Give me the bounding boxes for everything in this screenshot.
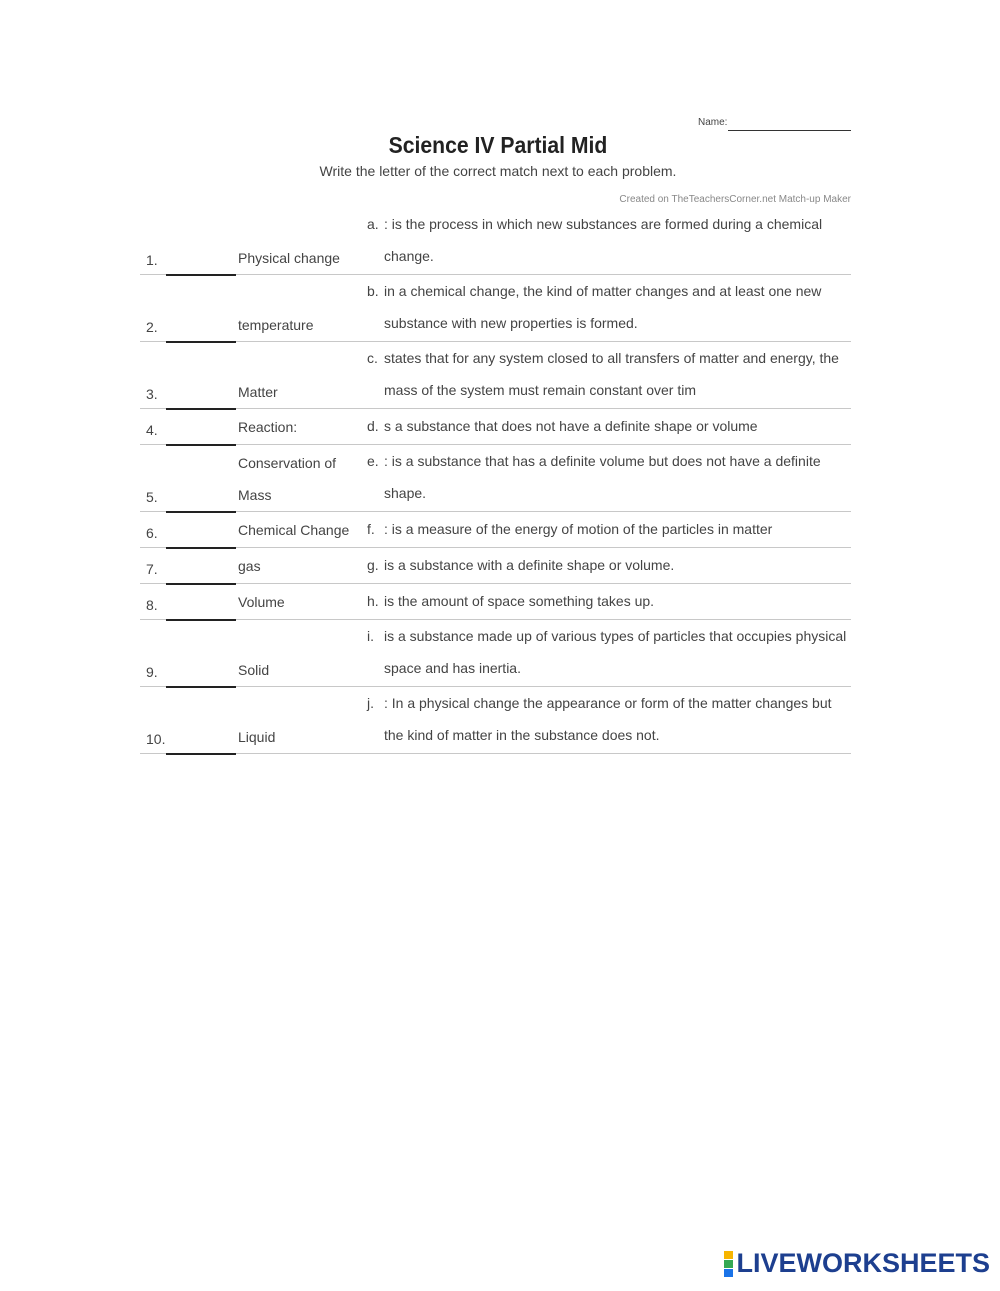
option-letter: e. <box>367 453 379 469</box>
logo-icon <box>724 1251 733 1277</box>
option-letter: c. <box>367 350 378 366</box>
match-row <box>140 409 851 445</box>
match-row <box>140 687 851 754</box>
liveworksheets-logo <box>724 1248 990 1279</box>
term: Volume <box>238 594 285 610</box>
term: Liquid <box>238 729 276 745</box>
logo-block-icon <box>724 1260 733 1268</box>
answer-blank[interactable] <box>166 753 236 755</box>
problem-number: 4. <box>146 422 158 438</box>
definition: : is a measure of the energy of motion of the particles in matter <box>384 521 773 537</box>
term: gas <box>238 558 261 574</box>
term: Physical change <box>238 250 340 266</box>
definition: s a substance that does not have a definite shape or volume <box>384 418 758 434</box>
credit-text: Created on TheTeachersCorner.net Match-up Maker <box>619 194 851 205</box>
term: Conservation of Mass <box>238 455 337 503</box>
term: Solid <box>238 662 270 678</box>
term: Chemical Change <box>238 522 350 538</box>
option-letter: d. <box>367 418 379 434</box>
problem-number: 7. <box>146 561 158 577</box>
option-letter: j. <box>367 695 374 711</box>
definition: is the amount of space something takes up. <box>384 593 655 609</box>
logo-block-icon <box>724 1269 733 1277</box>
definition: in a chemical change, the kind of matter changes and at least one new substance with new properties is formed. <box>384 283 822 331</box>
option-letter: h. <box>367 593 379 609</box>
match-row <box>140 620 851 687</box>
match-row <box>140 548 851 584</box>
match-row <box>140 208 851 275</box>
definition: : In a physical change the appearance or form of the matter changes but the kind of matter in the substance does not. <box>384 695 832 743</box>
match-row <box>140 445 851 512</box>
match-row <box>140 512 851 548</box>
term: temperature <box>238 317 314 333</box>
problem-number: 2. <box>146 319 158 335</box>
option-letter: b. <box>367 283 379 299</box>
definition: is a substance made up of various types of particles that occupies physical space and has inertia. <box>384 628 847 676</box>
term: Reaction: <box>238 419 298 435</box>
name-field[interactable] <box>728 130 851 131</box>
problem-number: 8. <box>146 597 158 613</box>
term: Matter <box>238 384 278 400</box>
problem-number: 5. <box>146 489 158 505</box>
page-title: Science IV Partial Mid <box>388 132 608 158</box>
match-row <box>140 584 851 620</box>
option-letter: i. <box>367 628 374 644</box>
definition: : is the process in which new substances are formed during a chemical change. <box>384 216 823 264</box>
option-letter: f. <box>367 521 375 537</box>
problem-number: 3. <box>146 386 158 402</box>
instructions: Write the letter of the correct match next to each problem. <box>319 163 677 179</box>
problem-number: 10. <box>146 731 166 747</box>
problem-number: 9. <box>146 664 158 680</box>
problem-number: 6. <box>146 525 158 541</box>
match-row <box>140 342 851 409</box>
definition: : is a substance that has a definite volume but does not have a definite shape. <box>384 453 821 501</box>
logo-text: LIVEWORKSHEETS <box>736 1248 990 1278</box>
option-letter: a. <box>367 216 379 232</box>
logo-block-icon <box>724 1251 733 1259</box>
match-list <box>140 208 851 754</box>
definition: is a substance with a definite shape or volume. <box>384 557 675 573</box>
name-label: Name: <box>698 117 728 128</box>
option-letter: g. <box>367 557 379 573</box>
problem-number: 1. <box>146 252 158 268</box>
definition: states that for any system closed to all transfers of matter and energy, the mass of the system must remain constant over tim <box>384 350 839 398</box>
match-row <box>140 275 851 342</box>
